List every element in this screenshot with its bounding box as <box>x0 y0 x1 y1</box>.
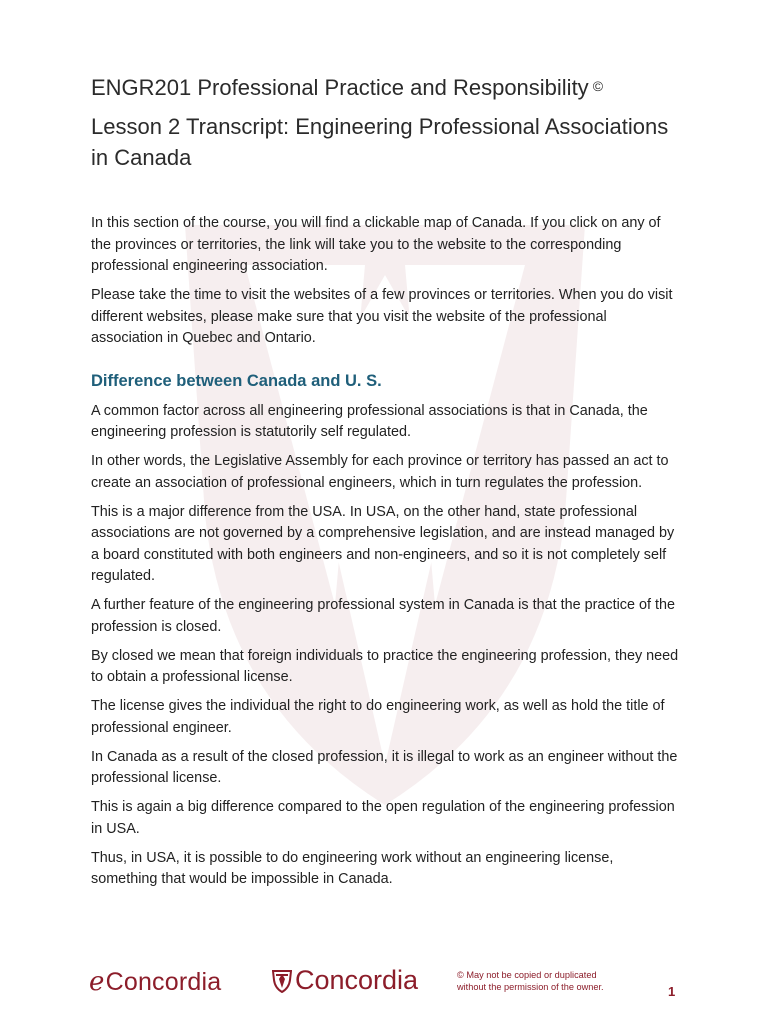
concordia-logo-text: Concordia <box>295 965 419 995</box>
econcordia-logo-text: Concordia <box>105 967 222 996</box>
copyright-line: without the permission of the owner. <box>457 981 604 992</box>
copyright-notice <box>457 970 647 993</box>
body-paragraph: In Canada as a result of the closed profession, it is illegal to work as an engineer without the professional license. <box>91 748 678 786</box>
intro-paragraph: Please take the time to visit the websites of a few provinces or territories. When you do visit different websites, please make sure that you visit the website of the professional association in Quebec and Ontario. <box>91 287 673 346</box>
body-paragraph: Thus, in USA, it is possible to do engineering work without an engineering license, something that would be impossible in Canada. <box>91 849 614 887</box>
section-heading: Difference between Canada and U. S. <box>91 371 382 390</box>
body-paragraph: The license gives the individual the right to do engineering work, as well as hold the title of professional engineer. <box>91 698 665 736</box>
lesson-title: Lesson 2 Transcript: Engineering Professional Associations in Canada <box>91 114 669 170</box>
e-mark-icon: e <box>89 967 105 997</box>
concordia-logo <box>272 965 418 996</box>
body-paragraph: A common factor across all engineering professional associations is that in Canada, the engineering profession is statutorily self regulated. <box>91 402 648 440</box>
page-footer <box>0 960 768 1010</box>
econcordia-logo <box>89 967 221 997</box>
course-title-text: ENGR201 Professional Practice and Responsibility <box>91 75 589 100</box>
body-paragraph: By closed we mean that foreign individuals to practice the engineering profession, they need to obtain a professional license. <box>91 647 679 685</box>
body-paragraph: In other words, the Legislative Assembly for each province or territory has passed an act to create an association of professional engineers, which in turn regulates the profession. <box>91 453 669 491</box>
copyright-line: © May not be copied or duplicated <box>457 970 597 980</box>
body-paragraph: This is a major difference from the USA. In USA, on the other hand, state professional associations are not governed by a comprehensive legislation, and are instead managed by a board constituted with both engineers and non-engineers, and so it is not completely self regulated. <box>91 503 675 584</box>
concordia-shield-icon <box>272 969 292 993</box>
course-title <box>91 72 681 102</box>
page-number: 1 <box>668 984 676 999</box>
intro-paragraph: In this section of the course, you will find a clickable map of Canada. If you click on any of the provinces or territories, the link will take you to the website to the corresponding professional engineering association. <box>91 215 661 274</box>
document-body <box>91 72 681 898</box>
copyright-mark: © <box>592 78 604 94</box>
body-paragraph: A further feature of the engineering professional system in Canada is that the practice of the profession is closed. <box>91 597 675 635</box>
body-paragraph: This is again a big difference compared to the open regulation of the engineering profession in USA. <box>91 799 675 837</box>
